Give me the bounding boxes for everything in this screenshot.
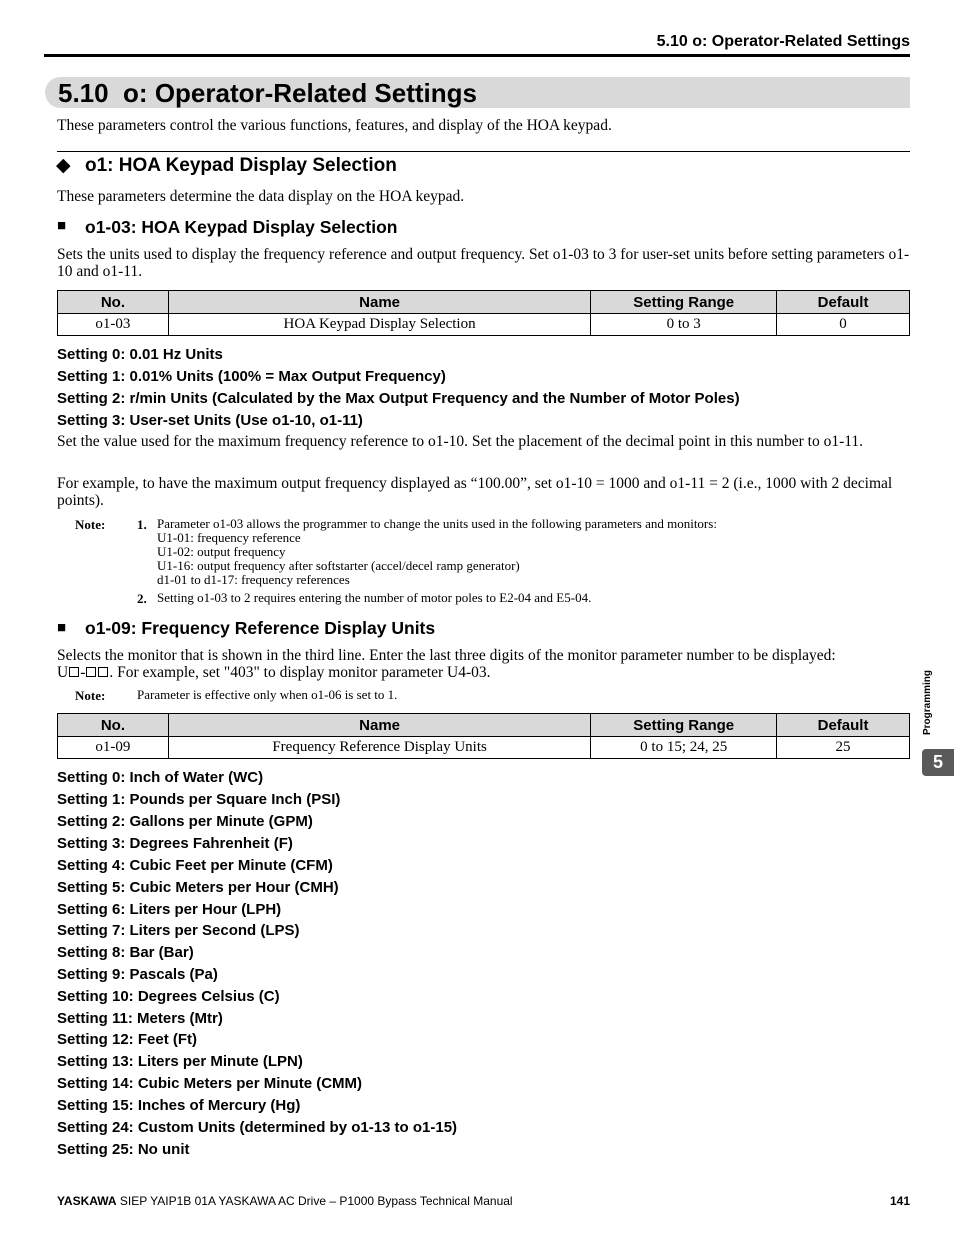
note-line: U1-16: output frequency after softstarter (accel/decel ramp generator)	[157, 558, 520, 573]
note-number: 1.	[137, 517, 147, 532]
running-head: 5.10 o: Operator-Related Settings	[656, 33, 910, 50]
table-row	[58, 737, 910, 759]
o1-intro: These parameters determine the data display on the HOA keypad.	[57, 188, 465, 205]
placeholder-box-icon	[69, 667, 79, 677]
monitor-dash: -	[80, 664, 86, 681]
o1-09-setting: Setting 24: Custom Units (determined by o1-13 to o1-15)	[57, 1119, 458, 1136]
col-header-default: Default	[777, 714, 910, 737]
header-rule	[44, 54, 910, 57]
o1-03-setting-2: Setting 2: r/min Units (Calculated by the Max Output Frequency and the Number of Motor Poles)	[57, 390, 740, 407]
o1-09-setting: Setting 11: Meters (Mtr)	[57, 1010, 223, 1027]
side-tab-label	[922, 655, 936, 735]
col-header-no: No.	[58, 714, 169, 737]
o1-09-setting: Setting 0: Inch of Water (WC)	[57, 769, 264, 786]
col-header-no: No.	[58, 291, 169, 314]
o1-09-description-line2	[57, 664, 491, 681]
o1-09-param-table	[57, 713, 910, 759]
o1-09-setting: Setting 15: Inches of Mercury (Hg)	[57, 1097, 301, 1114]
col-header-name: Name	[168, 714, 590, 737]
o1-03-setting-1: Setting 1: 0.01% Units (100% = Max Output Frequency)	[57, 368, 446, 385]
o1-09-setting: Setting 2: Gallons per Minute (GPM)	[57, 813, 313, 830]
col-header-range: Setting Range	[591, 714, 777, 737]
o1-03-setting-0: Setting 0: 0.01 Hz Units	[57, 346, 223, 363]
cell-name: HOA Keypad Display Selection	[168, 314, 590, 336]
o1-09-setting: Setting 9: Pascals (Pa)	[57, 966, 218, 983]
footer-manual	[57, 1194, 513, 1208]
note-line: d1-01 to d1-17: frequency references	[157, 572, 350, 587]
o1-09-setting: Setting 1: Pounds per Square Inch (PSI)	[57, 791, 341, 808]
table-row	[58, 314, 910, 336]
o1-heading: o1: HOA Keypad Display Selection	[85, 155, 397, 176]
o1-09-setting: Setting 5: Cubic Meters per Hour (CMH)	[57, 879, 339, 896]
col-header-range: Setting Range	[591, 291, 777, 314]
cell-default: 25	[777, 737, 910, 759]
table-header-row	[58, 291, 910, 314]
square-bullet-icon: ■	[57, 218, 67, 234]
note-line: U1-01: frequency reference	[157, 530, 301, 545]
o1-09-setting: Setting 4: Cubic Feet per Minute (CFM)	[57, 857, 333, 874]
col-header-default: Default	[777, 291, 910, 314]
o1-09-description-line1: Selects the monitor that is shown in the third line. Enter the last three digits of the monitor parameter number to be displayed:	[57, 647, 836, 664]
diamond-bullet-icon: ◆	[56, 155, 71, 176]
section-intro: These parameters control the various functions, features, and display of the HOA keypad.	[57, 117, 612, 134]
note-label: Note:	[75, 688, 106, 703]
o1-09-setting: Setting 8: Bar (Bar)	[57, 944, 194, 961]
side-tab-label-text: Programming	[922, 669, 933, 735]
square-bullet-icon: ■	[57, 620, 67, 636]
o1-09-setting: Setting 25: No unit	[57, 1141, 190, 1158]
col-header-name: Name	[168, 291, 590, 314]
o1-03-description: Sets the units used to display the frequency reference and output frequency. Set o1-03 to 3 for user-set units before setting parameters o1-10 and o1-11.	[57, 246, 910, 280]
placeholder-box-icon	[86, 667, 96, 677]
o1-09-setting: Setting 13: Liters per Minute (LPN)	[57, 1053, 303, 1070]
o1-03-paragraph-1: Set the value used for the maximum frequency reference to o1-10. Set the placement of the decimal point in this number to o1-11.	[57, 433, 864, 450]
note-label: Note:	[75, 517, 106, 532]
monitor-prefix: U	[57, 664, 69, 681]
o1-09-setting: Setting 7: Liters per Second (LPS)	[57, 922, 300, 939]
cell-name: Frequency Reference Display Units	[168, 737, 590, 759]
o1-09-setting: Setting 14: Cubic Meters per Minute (CMM)	[57, 1075, 363, 1092]
o1-09-setting: Setting 12: Feet (Ft)	[57, 1031, 198, 1048]
footer-brand: YASKAWA	[57, 1194, 117, 1208]
section-title: 5.10 o: Operator-Related Settings	[58, 78, 477, 108]
table-header-row	[58, 714, 910, 737]
footer-manual-title: SIEP YAIP1B 01A YASKAWA AC Drive – P1000 Bypass Technical Manual	[116, 1194, 513, 1208]
o1-09-setting: Setting 10: Degrees Celsius (C)	[57, 988, 280, 1005]
cell-no: o1-09	[58, 737, 169, 759]
placeholder-box-icon	[98, 667, 108, 677]
note-line: Parameter is effective only when o1-06 is set to 1.	[137, 687, 398, 702]
note-line: Parameter o1-03 allows the programmer to change the units used in the following parameters and monitors:	[157, 516, 717, 531]
o1-03-paragraph-2: For example, to have the maximum output frequency displayed as “100.00”, set o1-10 = 1000 and o1-11 = 2 (i.e., 1000 with 2 decimal points).	[57, 475, 893, 509]
cell-default: 0	[777, 314, 910, 336]
page-number: 141	[889, 1194, 910, 1208]
monitor-example: . For example, set "403" to display monitor parameter U4-03.	[109, 664, 491, 681]
cell-range: 0 to 3	[591, 314, 777, 336]
o1-09-setting: Setting 3: Degrees Fahrenheit (F)	[57, 835, 293, 852]
o1-09-setting: Setting 6: Liters per Hour (LPH)	[57, 901, 282, 918]
o1-09-heading: o1-09: Frequency Reference Display Units	[85, 618, 436, 638]
note-number: 2.	[137, 591, 147, 606]
cell-range: 0 to 15; 24, 25	[591, 737, 777, 759]
cell-no: o1-03	[58, 314, 169, 336]
note-line: Setting o1-03 to 2 requires entering the number of motor poles to E2-04 and E5-04.	[157, 590, 592, 605]
o1-03-heading: o1-03: HOA Keypad Display Selection	[85, 217, 398, 237]
o1-03-setting-3: Setting 3: User-set Units (Use o1-10, o1-11)	[57, 412, 363, 429]
o1-03-param-table	[57, 290, 910, 336]
subsection-rule	[57, 151, 910, 152]
chapter-tab: 5	[922, 749, 954, 776]
note-line: U1-02: output frequency	[157, 544, 286, 559]
